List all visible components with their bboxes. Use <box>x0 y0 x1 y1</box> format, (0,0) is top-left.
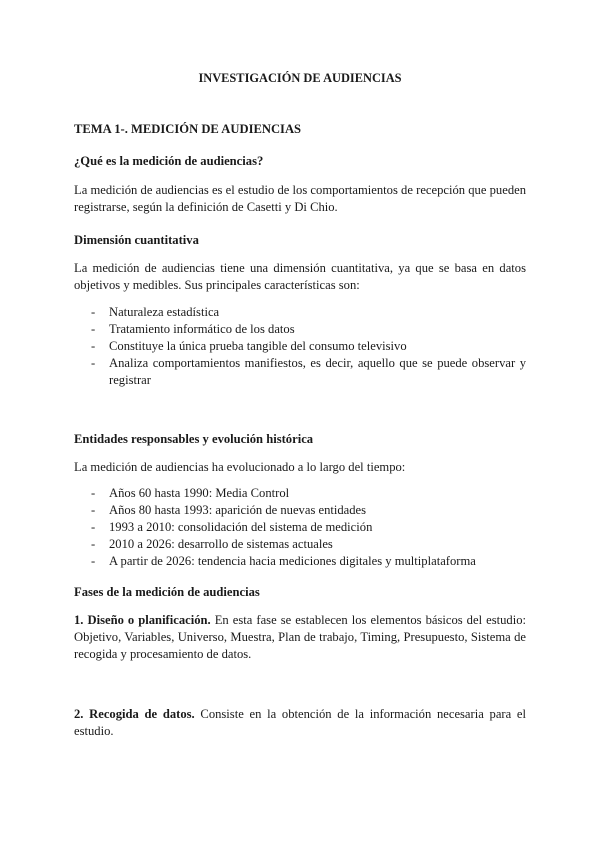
list-item: - Años 60 hasta 1990: Media Control <box>74 485 526 502</box>
history-list <box>74 485 526 570</box>
entities-paragraph: La medición de audiencias ha evolucionado a lo largo del tiempo: <box>74 460 406 474</box>
document-title: INVESTIGACIÓN DE AUDIENCIAS <box>198 71 402 85</box>
list-item: - 2010 a 2026: desarrollo de sistemas actuales <box>74 536 526 553</box>
quantitative-paragraph: La medición de audiencias tiene una dimensión cuantitativa, ya que se basa en datos objetivos y medibles. Sus principales características son: <box>74 261 526 292</box>
phase-1-label: 1. Diseño o planificación. <box>74 613 211 627</box>
list-item: - 1993 a 2010: consolidación del sistema de medición <box>74 519 526 536</box>
list-item: - Analiza comportamientos manifiestos, es decir, aquello que se puede observar y registrar <box>74 355 526 389</box>
entities-heading: Entidades responsables y evolución histórica <box>74 432 314 446</box>
phase-2-text: Consiste en la obtención de la información necesaria para el estudio. <box>74 707 526 738</box>
question-heading: ¿Qué es la medición de audiencias? <box>74 154 264 168</box>
quantitative-heading: Dimensión cuantitativa <box>74 233 199 247</box>
phase-1-text: En esta fase se establecen los elementos básicos del estudio: Objetivo, Variables, Universo, Muestra, Plan de trabajo, Timing, Presupuesto, Sistema de recogida y procesamiento de datos. <box>74 613 526 661</box>
list-item: - A partir de 2026: tendencia hacia mediciones digitales y multiplataforma <box>74 553 526 570</box>
phase-2-paragraph <box>74 706 526 740</box>
list-item: - Tratamiento informático de los datos <box>74 321 526 338</box>
phase-1-paragraph <box>74 612 526 663</box>
list-item: - Naturaleza estadística <box>74 304 526 321</box>
tema-title: TEMA 1-. MEDICIÓN DE AUDIENCIAS <box>74 122 302 136</box>
phases-heading: Fases de la medición de audiencias <box>74 585 260 599</box>
phase-2-label: 2. Recogida de datos. <box>74 707 195 721</box>
characteristics-list <box>74 304 526 389</box>
definition-paragraph: La medición de audiencias es el estudio de los comportamientos de recepción que pueden registrarse, según la definición de Casetti y Di Chio. <box>74 183 526 214</box>
list-item: - Constituye la única prueba tangible del consumo televisivo <box>74 338 526 355</box>
list-item: - Años 80 hasta 1993: aparición de nuevas entidades <box>74 502 526 519</box>
